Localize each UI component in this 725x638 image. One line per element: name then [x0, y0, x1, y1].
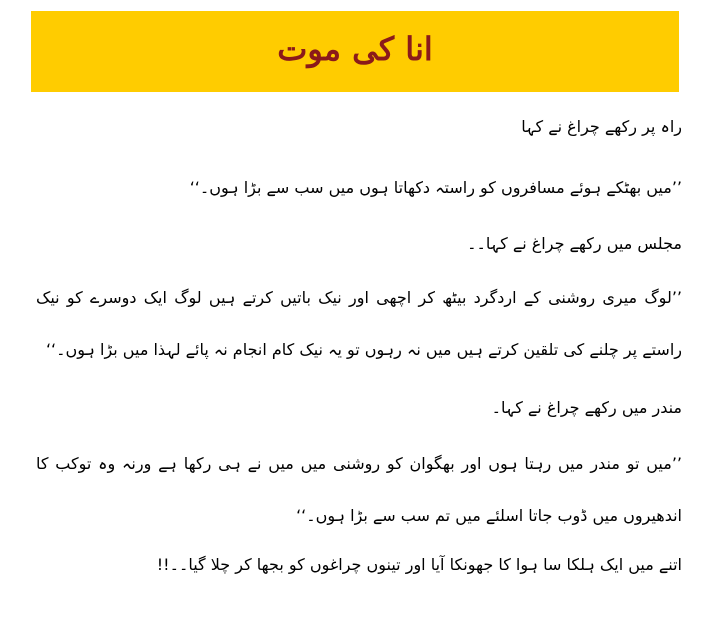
title-banner: [31, 11, 679, 92]
paragraph-2: ’’میں بھٹکے ہوئے مسافروں کو راستہ دکھاتا ہوں میں سب سے بڑا ہوں۔‘‘: [189, 178, 682, 197]
paragraph-4: ’’لوگ میری روشنی کے اردگرد بیٹھ کر اچھی اور نیک باتیں کرتے ہیں لوگ ایک دوسرے کو نیک راستے پر چلنے کی تلقین کرتے ہیں میں نہ رہوں تو یہ نیک کام انجام نہ پائے لہذا میں بڑا ہوں۔‘‘: [36, 288, 682, 359]
paragraph-3: مجلس میں رکھے چراغ نے کہا۔۔: [467, 234, 682, 253]
story-title: انا کی موت: [277, 29, 433, 68]
paragraph-7: اتنے میں ایک ہلکا سا ہوا کا جھونکا آیا اور تینوں چراغوں کو بجھا کر چلا گیا۔۔!!: [156, 555, 682, 574]
paragraph-1: راہ پر رکھے چراغ نے کہا: [521, 117, 682, 136]
paragraph-6: ’’میں تو مندر میں رہتا ہوں اور بھگوان کو روشنی میں میں نے ہی رکھا ہے ورنہ وہ توکب کا اندھیروں میں ڈوب جاتا اسلئے میں تم سب سے بڑا ہوں۔‘‘: [36, 454, 682, 525]
paragraph-5: مندر میں رکھے چراغ نے کہا۔: [491, 398, 682, 417]
